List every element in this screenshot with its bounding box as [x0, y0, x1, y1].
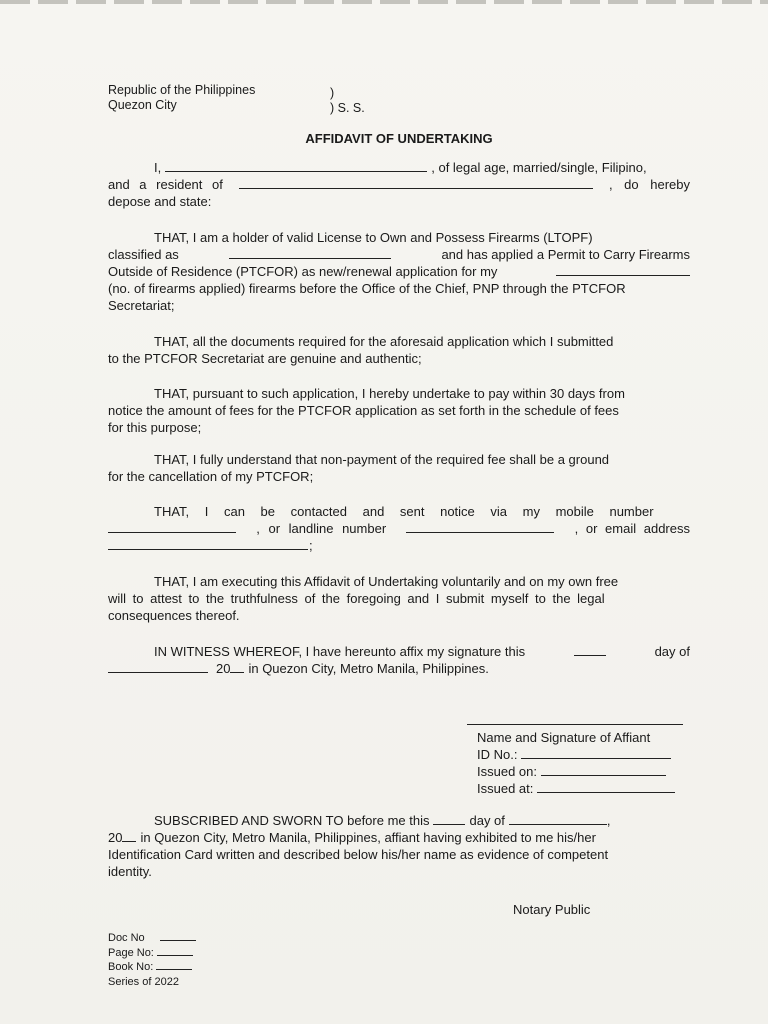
- affiant-issued-on-label: Issued on:: [477, 764, 537, 779]
- paragraph-nonpayment: [108, 451, 690, 485]
- subscribed-comma: ,: [606, 813, 611, 828]
- para1-classified: classified as: [108, 247, 179, 262]
- intro-paragraph: [108, 159, 690, 210]
- notary-public-label: Notary Public: [513, 902, 591, 917]
- witness-month-blank[interactable]: [108, 662, 208, 673]
- residence-blank[interactable]: [239, 178, 593, 189]
- subscribed-day-of: day of: [469, 813, 505, 828]
- intro-depose: depose and state:: [108, 194, 212, 209]
- para5-semicolon: ;: [309, 538, 313, 553]
- para4-line2: for the cancellation of my PTCFOR;: [108, 469, 314, 484]
- witness-line1: IN WITNESS WHEREOF, I have hereunto affix my signature this: [154, 644, 526, 659]
- doc-no-label: Doc No: [108, 932, 145, 944]
- paragraph-witness: [108, 643, 690, 677]
- venue-ss-label: ) S. S.: [330, 101, 365, 115]
- series-label: Series of 2022: [108, 975, 179, 988]
- para2-line1: THAT, all the documents required for the aforesaid application which I submitted: [154, 334, 614, 349]
- affiant-issued-on-blank[interactable]: [541, 765, 666, 776]
- affiant-id-label: ID No.:: [477, 747, 518, 762]
- para1-line4: (no. of firearms applied) firearms before the Office of the Chief, PNP through the PTCFOR: [108, 281, 626, 296]
- classification-blank[interactable]: [229, 248, 391, 259]
- para3-line1: THAT, pursuant to such application, I hereby undertake to pay within 30 days from: [154, 386, 625, 401]
- subscribed-year-prefix: 20: [108, 830, 123, 845]
- subscribed-day-blank[interactable]: [433, 814, 465, 825]
- paragraph-fees: [108, 385, 690, 436]
- document-title: AFFIDAVIT OF UNDERTAKING: [305, 131, 493, 146]
- para1-line1: THAT, I am a holder of valid License to Own and Possess Firearms (LTOPF): [154, 230, 593, 245]
- venue-city: Quezon City: [108, 98, 177, 112]
- name-blank[interactable]: [165, 161, 427, 172]
- witness-day-blank[interactable]: [574, 645, 606, 656]
- venue-ss: [330, 86, 365, 116]
- page-no-blank[interactable]: [157, 947, 193, 956]
- page-no-label: Page No:: [108, 946, 154, 959]
- para1-line5: Secretariat;: [108, 298, 175, 313]
- venue-block: [108, 83, 255, 113]
- affiant-name-signature: Name and Signature of Affiant: [477, 730, 651, 745]
- witness-place: in Quezon City, Metro Manila, Philippines.: [248, 661, 489, 676]
- para6-line3: consequences thereof.: [108, 608, 240, 623]
- para3-line2: notice the amount of fees for the PTCFOR application as set forth in the schedule of fees: [108, 403, 619, 418]
- venue-bracket: ): [330, 86, 335, 100]
- affiant-issued-at-blank[interactable]: [537, 782, 675, 793]
- affiant-block: [477, 729, 675, 797]
- paragraph-ltopf: [108, 229, 690, 314]
- para6-line2: will to attest to the truthfulness of the foregoing and I submit myself to the legal: [108, 591, 605, 606]
- para5-landline: , or landline number: [256, 521, 387, 536]
- para6-line1: THAT, I am executing this Affidavit of Undertaking voluntarily and on my own free: [154, 574, 619, 589]
- intro-legal-age: , of legal age, married/single, Filipino,: [431, 160, 647, 175]
- mobile-number-blank[interactable]: [108, 522, 236, 533]
- subscribed-line1: SUBSCRIBED AND SWORN TO before me this: [154, 813, 430, 828]
- para5-email: , or email address: [574, 521, 690, 536]
- affiant-issued-at-label: Issued at:: [477, 781, 534, 796]
- para1-applied: and has applied a Permit to Carry Firearms: [441, 247, 690, 262]
- witness-year-blank[interactable]: [230, 662, 244, 673]
- affiant-id-blank[interactable]: [521, 748, 671, 759]
- intro-resident-label: and a resident of: [108, 177, 223, 192]
- email-address-blank[interactable]: [108, 539, 308, 550]
- doc-no-blank[interactable]: [160, 932, 196, 941]
- witness-day-of: day of: [654, 644, 690, 659]
- landline-number-blank[interactable]: [406, 522, 554, 533]
- subscribed-line3: Identification Card written and described below his/her name as evidence of competent: [108, 847, 609, 862]
- subscribed-line4: identity.: [108, 864, 152, 879]
- witness-year-prefix: 20: [216, 661, 231, 676]
- paragraph-subscribed: [108, 812, 694, 880]
- firearm-count-blank[interactable]: [556, 265, 690, 276]
- book-no-blank[interactable]: [156, 961, 192, 970]
- subscribed-month-blank[interactable]: [509, 814, 607, 825]
- intro-resident-post: , do hereby: [608, 177, 690, 192]
- subscribed-year-blank[interactable]: [122, 831, 136, 842]
- para5-line1: THAT, I can be contacted and sent notice via my mobile number: [154, 504, 654, 519]
- doc-reference-block: [108, 931, 196, 989]
- para2-line2: to the PTCFOR Secretariat are genuine and authentic;: [108, 351, 422, 366]
- paragraph-documents: [108, 333, 690, 367]
- affiant-signature-line[interactable]: [467, 724, 683, 725]
- para3-line3: for this purpose;: [108, 420, 202, 435]
- paragraph-executing: [108, 573, 690, 624]
- page-top-edge: [0, 0, 768, 4]
- subscribed-line2: in Quezon City, Metro Manila, Philippines, affiant having exhibited to me his/her: [140, 830, 596, 845]
- para4-line1: THAT, I fully understand that non-payment of the required fee shall be a ground: [154, 452, 610, 467]
- paragraph-contact: [108, 503, 690, 554]
- para1-ptcfor: Outside of Residence (PTCFOR) as new/renewal application for my: [108, 264, 498, 279]
- book-no-label: Book No:: [108, 961, 154, 973]
- venue-country: Republic of the Philippines: [108, 83, 256, 97]
- intro-i: I,: [154, 160, 162, 175]
